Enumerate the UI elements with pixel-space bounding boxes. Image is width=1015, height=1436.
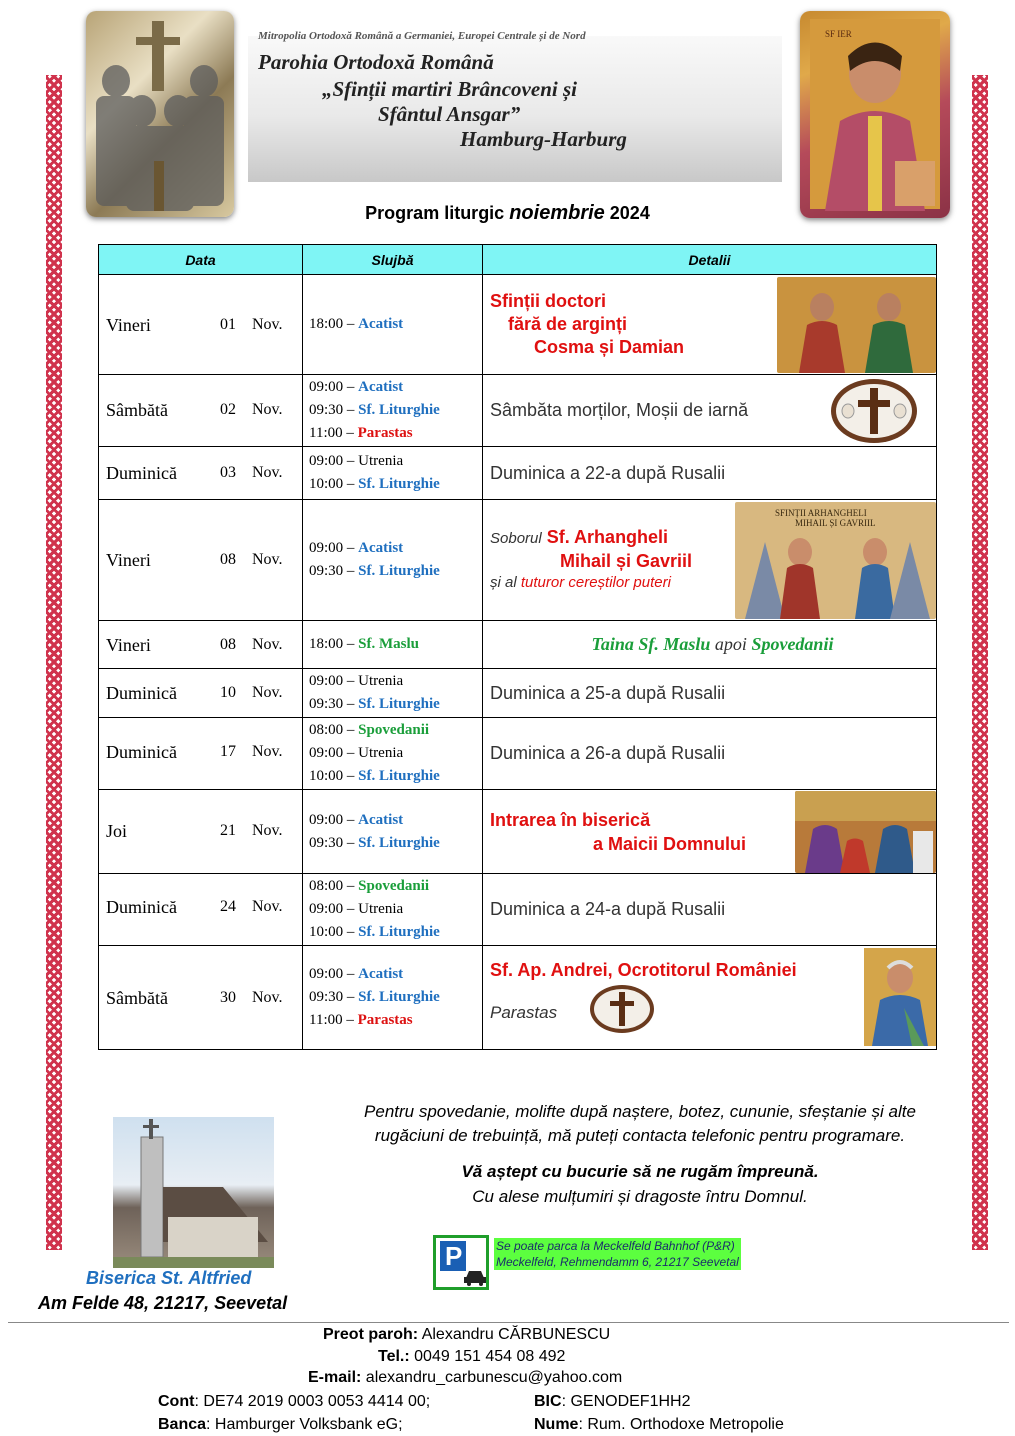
day-number: 03 — [220, 464, 236, 481]
services-cell — [303, 621, 483, 669]
svg-text:MIHAIL ȘI GAVRIIL: MIHAIL ȘI GAVRIIL — [795, 517, 876, 528]
church-address: Am Felde 48, 21217, Seevetal — [38, 1293, 288, 1313]
service-line: 08:00 – Spovedanii — [309, 878, 430, 894]
day-number: 02 — [220, 401, 236, 418]
service-line: 10:00 – Sf. Liturghie — [309, 476, 440, 492]
details-cell: Duminica a 25-a după Rusalii — [483, 669, 937, 718]
table-row — [99, 275, 937, 375]
service-line: 09:30 – Sf. Liturghie — [309, 402, 440, 418]
title-month: noiembrie — [509, 202, 605, 224]
month-abbr: Nov. — [252, 316, 283, 333]
service-line: 09:00 – Acatist — [309, 811, 404, 828]
header-slujba: Slujbă — [303, 245, 483, 275]
day-number: 24 — [220, 898, 236, 915]
church-name: Biserica St. Altfried — [86, 1268, 252, 1288]
date-cell — [99, 447, 303, 500]
cosma-damian-icon — [777, 277, 936, 373]
svg-text:P: P — [445, 1241, 463, 1271]
services-cell — [303, 375, 483, 447]
service-line: 09:00 – Acatist — [309, 966, 404, 982]
church-photo — [113, 1117, 274, 1268]
month-abbr: Nov. — [252, 989, 283, 1006]
day-name: Duminică — [106, 897, 177, 917]
service-line: 09:00 – Utrenia — [309, 901, 404, 917]
details-cell: Taina Sf. Maslu apoi Spovedanii — [483, 621, 937, 669]
table-row — [99, 500, 937, 621]
service-line: 11:00 – Parastas — [309, 1012, 413, 1028]
wait-line: Vă aștept cu bucurie să ne rugăm împreună. — [461, 1162, 819, 1181]
day-name: Sâmbătă — [106, 400, 168, 420]
day-number: 30 — [220, 989, 236, 1006]
date-cell — [99, 874, 303, 946]
day-name: Duminică — [106, 742, 177, 762]
services-cell — [303, 718, 483, 790]
title-prefix: Program liturgic — [365, 203, 510, 223]
table-row — [99, 621, 937, 669]
service-line: 09:30 – Sf. Liturghie — [309, 989, 440, 1005]
title-year: 2024 — [604, 203, 650, 223]
page-title — [0, 202, 1015, 225]
day-name: Duminică — [106, 683, 177, 703]
date-cell — [99, 946, 303, 1050]
parking-info — [494, 1238, 741, 1270]
services-cell — [303, 790, 483, 874]
service-line: 09:00 – Acatist — [309, 540, 404, 556]
service-line: 09:00 – Acatist — [309, 379, 404, 395]
table-row — [99, 669, 937, 718]
details-cell: Soborul Sf. Arhangheli Mihail și Gavriil și al tuturor cereștilor puteri SFINȚII ARHANGHELI MIHAIL ȘI GAVRIIL — [483, 500, 937, 621]
bic-line: BIC: GENODEF1HH2 — [534, 1393, 691, 1410]
bank-line: Banca: Hamburger Volksbank eG; — [158, 1416, 403, 1433]
feast-title: Sfinții doctori fără de arginți Cosma și Damian — [490, 291, 685, 357]
day-number: 17 — [220, 743, 236, 760]
services-cell — [303, 447, 483, 500]
day-name: Duminică — [106, 463, 177, 483]
service-line: 18:00 – Sf. Maslu — [309, 636, 420, 652]
saints-icon — [86, 11, 234, 217]
coliva-icon — [830, 378, 918, 444]
day-number: 08 — [220, 636, 236, 653]
day-name: Vineri — [106, 550, 151, 570]
date-cell — [99, 500, 303, 621]
month-abbr: Nov. — [252, 551, 283, 568]
table-header-row — [99, 245, 937, 275]
presentation-icon — [795, 791, 936, 873]
details-cell — [483, 946, 937, 1050]
metropolia-line: Mitropolia Ortodoxă Română a Germaniei, Europei Centrale și de Nord — [258, 30, 586, 42]
month-abbr: Nov. — [252, 636, 283, 653]
services-cell — [303, 500, 483, 621]
details-cell: Sâmbăta morților, Moșii de iarnă — [483, 375, 937, 447]
date-cell — [99, 718, 303, 790]
services-cell — [303, 669, 483, 718]
church-building-icon — [113, 1117, 274, 1268]
service-line: 09:00 – Utrenia — [309, 453, 404, 469]
service-line: 10:00 – Sf. Liturghie — [309, 924, 440, 940]
day-name: Joi — [106, 821, 128, 841]
table-row — [99, 874, 937, 946]
day-name: Sâmbătă — [106, 988, 168, 1008]
service-line: 08:00 – Spovedanii — [309, 722, 430, 738]
day-number: 08 — [220, 551, 236, 568]
table-row — [99, 946, 937, 1050]
svg-text:SFINȚII ARHANGHELI: SFINȚII ARHANGHELI — [775, 507, 867, 518]
parking-sign-icon — [433, 1235, 489, 1290]
ornament-border-left — [46, 75, 62, 1250]
day-number: 10 — [220, 684, 236, 701]
service-line: 11:00 – Parastas — [309, 425, 413, 441]
details-cell: Duminica a 26-a după Rusalii — [483, 718, 937, 790]
month-abbr: Nov. — [252, 464, 283, 481]
brancoveni-icon-image — [86, 11, 234, 217]
services-cell — [303, 275, 483, 375]
date-cell — [99, 275, 303, 375]
archangels-icon — [735, 502, 936, 619]
contact-paragraph-2: rugăciuni de trebuință, mă puteți contacta telefonic pentru programare. — [374, 1126, 906, 1145]
ornament-border-right — [972, 75, 988, 1250]
date-cell — [99, 621, 303, 669]
ansgar-line: Sfântul Ansgar” — [378, 102, 521, 126]
footer-divider — [8, 1322, 1009, 1323]
parking-line-2: Meckelfeld, Rehmendamm 6, 21217 Seevetal — [496, 1255, 739, 1269]
table-row — [99, 790, 937, 874]
date-cell — [99, 790, 303, 874]
thanks-line: Cu alese mulțumiri și dragoste întru Domnul. — [472, 1187, 808, 1206]
details-cell: Duminica a 22-a după Rusalii — [483, 447, 937, 500]
service-line: 09:30 – Sf. Liturghie — [309, 563, 440, 579]
details-cell — [483, 790, 937, 874]
feast-title: Intrarea în biserică a Maicii Domnului — [490, 809, 747, 854]
date-cell — [99, 375, 303, 447]
saint-andrew-icon — [864, 948, 936, 1046]
day-number: 21 — [220, 822, 236, 839]
services-cell — [303, 946, 483, 1050]
service-line: 09:30 – Sf. Liturghie — [309, 834, 440, 851]
day-name: Vineri — [106, 315, 151, 335]
service-line: 09:00 – Utrenia — [309, 673, 404, 689]
sfintii-line: „Sfinții martiri Brâncoveni și — [322, 77, 577, 101]
month-abbr: Nov. — [252, 684, 283, 701]
details-cell — [483, 275, 937, 375]
parking-line-1: Se poate parca la Meckelfeld Bahnhof (P&R) — [496, 1239, 735, 1253]
svg-text:SF IER: SF IER — [825, 29, 852, 39]
schedule-table — [98, 244, 937, 1050]
service-line: 10:00 – Sf. Liturghie — [309, 768, 440, 784]
month-abbr: Nov. — [252, 401, 283, 418]
header-detalii: Detalii — [483, 245, 937, 275]
city-line: Hamburg-Harburg — [460, 127, 627, 151]
priest-line: Preot paroh: Alexandru CĂRBUNESCU — [323, 1326, 611, 1343]
services-cell — [303, 874, 483, 946]
details-cell: Duminica a 24-a după Rusalii — [483, 874, 937, 946]
month-abbr: Nov. — [252, 743, 283, 760]
month-abbr: Nov. — [252, 822, 283, 839]
service-line: 09:30 – Sf. Liturghie — [309, 696, 440, 712]
account-name-line: Nume: Rum. Orthodoxe Metropolie — [534, 1416, 784, 1433]
table-row — [99, 718, 937, 790]
table-row — [99, 375, 937, 447]
account-line: Cont: DE74 2019 0003 0053 4414 00; — [158, 1393, 431, 1410]
header-data: Data — [99, 245, 303, 275]
parastas-note: Parastas — [490, 1003, 558, 1022]
email-line[interactable]: E-mail: alexandru_carbunescu@yahoo.com — [308, 1369, 623, 1386]
month-abbr: Nov. — [252, 898, 283, 915]
feast-title: Sf. Ap. Andrei, Ocrotitorul României — [490, 960, 797, 980]
phone-line: Tel.: 0049 151 454 08 492 — [378, 1348, 566, 1365]
day-number: 01 — [220, 316, 236, 333]
day-name: Vineri — [106, 635, 151, 655]
date-cell — [99, 669, 303, 718]
parohia-line: Parohia Ortodoxă Română — [258, 50, 494, 74]
table-row — [99, 447, 937, 500]
service-line: 09:00 – Utrenia — [309, 745, 404, 761]
contact-paragraph-1: Pentru spovedanie, molifte după naștere, botez, cununie, sfeștanie și alte — [364, 1102, 916, 1121]
coliva-icon — [589, 984, 655, 1034]
parking-car-icon — [436, 1238, 486, 1287]
saint-ansgar-icon-image — [800, 11, 950, 218]
ansgar-icon — [800, 11, 950, 218]
service-line: 18:00 – Acatist — [309, 316, 404, 332]
